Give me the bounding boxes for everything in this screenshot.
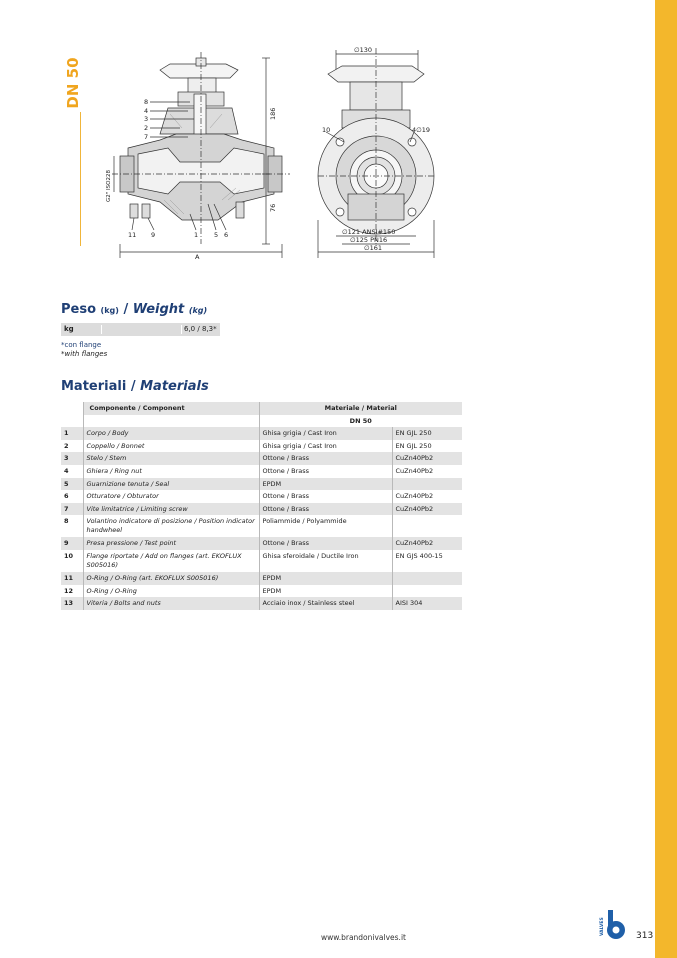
table-row <box>61 515 462 537</box>
row-material: Ottone / Brass <box>259 503 392 516</box>
row-number: 4 <box>64 466 69 475</box>
header-material: Materiale / Material <box>259 402 462 415</box>
row-component: Corpo / Body <box>83 427 259 440</box>
callout-1: 1 <box>194 231 199 239</box>
weight-row-divider <box>101 325 102 334</box>
row-spec: CuZn40Pb2 <box>392 537 462 550</box>
row-spec <box>392 572 462 585</box>
callout-2: 2 <box>144 124 149 132</box>
dim-height-total: 186 <box>269 107 277 120</box>
weight-title-separator: / <box>123 302 129 317</box>
callout-7: 7 <box>144 133 149 141</box>
weight-note-it: *con flange <box>61 341 102 349</box>
row-material: Ghisa grigia / Cast Iron <box>259 440 392 453</box>
row-spec: CuZn40Pb2 <box>392 490 462 503</box>
materials-header-row <box>61 402 462 415</box>
table-row <box>61 452 462 465</box>
row-spec <box>392 585 462 598</box>
table-row <box>61 490 462 503</box>
row-number: 12 <box>64 586 74 595</box>
table-row <box>61 597 462 610</box>
row-material: Ottone / Brass <box>259 490 392 503</box>
row-number: 13 <box>61 597 83 610</box>
callout-10: 10 <box>322 126 331 134</box>
row-component: Vite limitatrice / Limiting screw <box>83 503 259 516</box>
materials-subheader-row <box>61 415 462 428</box>
row-material: Acciaio inox / Stainless steel <box>259 597 392 610</box>
valve-technical-drawing <box>98 44 448 264</box>
page-number: 313 <box>636 931 654 941</box>
dim-width-a: A <box>195 253 200 261</box>
row-spec: EN GJL 250 <box>392 440 462 453</box>
row-number: 7 <box>61 503 83 516</box>
row-spec <box>392 478 462 491</box>
dim-pn16: ∅125 PN16 <box>350 236 388 244</box>
weight-title-en: Weight <box>132 302 185 317</box>
dim-outer: ∅161 <box>364 244 383 252</box>
dn-rule <box>80 112 81 246</box>
table-row <box>61 440 462 453</box>
row-spec: EN GJS 400-15 <box>392 550 462 572</box>
subheader-dn50: DN 50 <box>259 415 462 428</box>
callout-4-holes: 4∅19 <box>412 126 431 134</box>
callout-4: 4 <box>144 107 149 115</box>
table-row <box>61 572 462 585</box>
row-component: Otturatore / Obturator <box>83 490 259 503</box>
row-component: Guarnizione tenuta / Seal <box>83 478 259 491</box>
callout-5: 5 <box>214 231 219 239</box>
row-component: Viteria / Bolts and nuts <box>83 597 259 610</box>
dn-section-label: DN 50 <box>64 57 82 109</box>
table-row <box>61 427 462 440</box>
row-material: Ghisa grigia / Cast Iron <box>259 427 392 440</box>
website-link[interactable]: www.brandonivalves.it <box>321 933 406 942</box>
materials-title-it: Materiali <box>61 379 127 394</box>
table-row <box>61 550 462 572</box>
row-spec: EN GJL 250 <box>392 427 462 440</box>
weight-note-en: *with flanges <box>61 350 108 358</box>
row-number: 8 <box>64 517 69 526</box>
materials-title-en: Materials <box>140 379 209 394</box>
weight-row-divider <box>181 325 182 334</box>
logo-text: VALVES <box>600 917 605 936</box>
row-spec: CuZn40Pb2 <box>392 465 462 478</box>
callout-8: 8 <box>144 98 149 106</box>
callout-3: 3 <box>144 115 149 123</box>
callout-11: 11 <box>128 231 137 239</box>
table-row <box>61 503 462 516</box>
row-component: Presa pressione / Test point <box>83 537 259 550</box>
table-row <box>61 478 462 491</box>
row-component: Flange riportate / Add on flanges (art. EKOFLUX S005016) <box>83 550 259 572</box>
weight-title <box>61 302 207 317</box>
row-number: 5 <box>61 478 83 491</box>
materials-title-separator: / <box>130 379 136 394</box>
weight-row-value: 6,0 / 8,3* <box>184 325 217 333</box>
materials-title <box>61 379 209 394</box>
weight-unit-it: (kg) <box>100 306 119 315</box>
row-number: 2 <box>64 441 69 450</box>
row-number: 3 <box>61 452 83 465</box>
callout-9: 9 <box>151 231 156 239</box>
accent-side-bar <box>655 0 677 958</box>
row-material: EPDM <box>259 478 392 491</box>
weight-unit-en: (kg) <box>188 306 208 315</box>
row-component: O-Ring / O-Ring (art. EKOFLUX S005016) <box>83 572 259 585</box>
row-component: Stelo / Stem <box>83 452 259 465</box>
row-spec: AISI 304 <box>392 597 462 610</box>
row-number: 9 <box>61 537 83 550</box>
dim-height-lower: 76 <box>269 203 277 212</box>
row-material: Ottone / Brass <box>259 465 392 478</box>
table-row <box>61 537 462 550</box>
row-number: 11 <box>61 572 83 585</box>
row-number: 10 <box>64 551 74 560</box>
row-material: Ottone / Brass <box>259 452 392 465</box>
weight-table-row <box>61 323 220 336</box>
dim-ansi: ∅121 ANSI#150 <box>342 228 396 236</box>
row-spec <box>392 515 462 537</box>
header-component: Componente / Component <box>83 402 259 415</box>
row-material: EPDM <box>259 585 392 598</box>
table-row <box>61 465 462 478</box>
header-blank <box>61 402 83 415</box>
row-component: Ghiera / Ring nut <box>83 465 259 478</box>
row-material: Ottone / Brass <box>259 537 392 550</box>
row-number: 6 <box>64 492 69 501</box>
brandoni-logo-icon <box>594 908 628 942</box>
weight-title-it: Peso <box>61 302 97 317</box>
row-material: Ghisa sferoidale / Ductile Iron <box>259 550 392 572</box>
row-material: Poliammide / Polyammide <box>259 515 392 537</box>
row-material: EPDM <box>259 572 392 585</box>
row-component: Coppello / Bonnet <box>83 440 259 453</box>
row-component: O-Ring / O-Ring <box>83 585 259 598</box>
callout-6: 6 <box>224 231 229 239</box>
materials-table <box>61 402 462 610</box>
row-number: 1 <box>61 427 83 440</box>
dim-thread: G2" ISO228 <box>106 170 112 202</box>
row-spec: CuZn40Pb2 <box>392 452 462 465</box>
weight-row-label: kg <box>64 325 74 333</box>
row-component: Volantino indicatore di posizione / Position indicator handwheel <box>83 515 259 537</box>
table-row <box>61 585 462 598</box>
row-spec: CuZn40Pb2 <box>392 503 462 516</box>
dim-top-diameter: ∅130 <box>354 46 373 54</box>
